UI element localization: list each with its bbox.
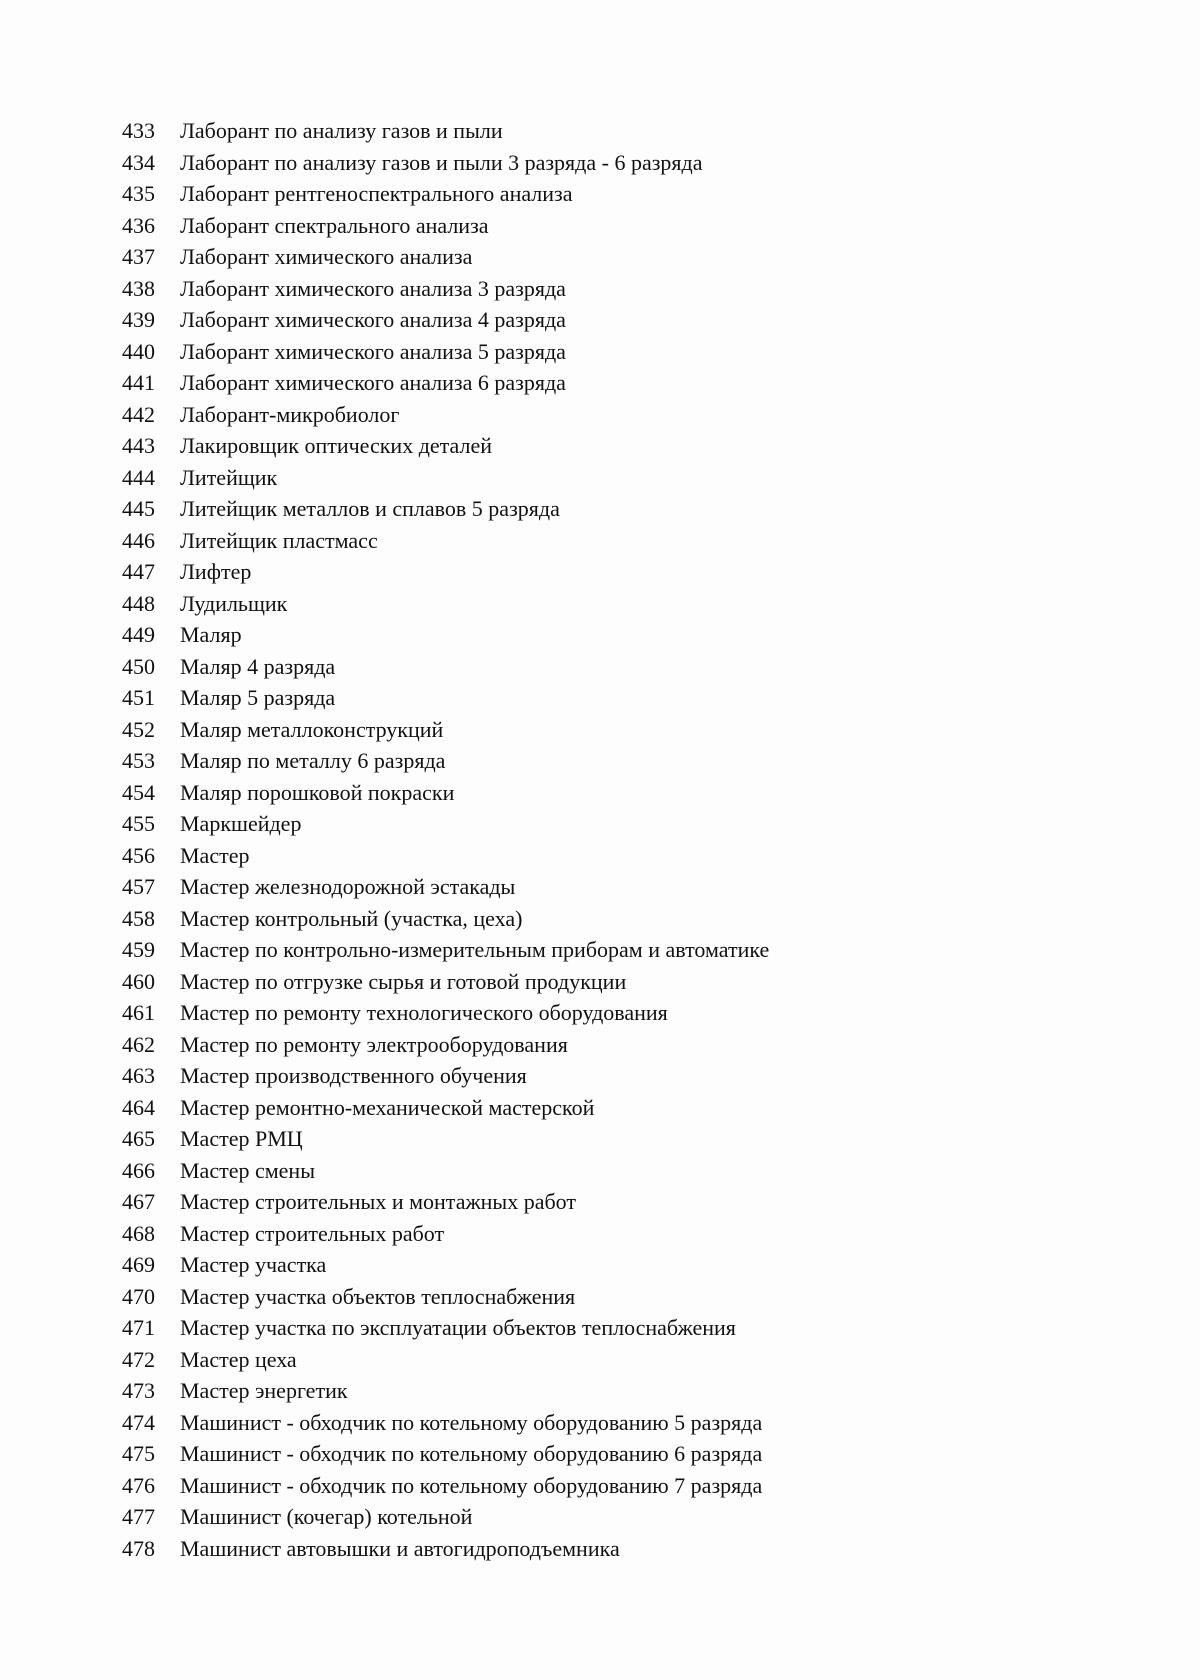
list-item <box>122 874 769 906</box>
entry-number: 438 <box>122 275 155 301</box>
entry-title: Машинист - обходчик по котельному оборудованию 5 разряда <box>180 1409 763 1435</box>
entry-title: Лаборант-микробиолог <box>180 401 400 427</box>
list-item <box>122 244 769 276</box>
entry-title: Мастер по отгрузке сырья и готовой продукции <box>180 968 627 994</box>
entry-title: Мастер строительных работ <box>180 1220 445 1246</box>
entry-title: Мастер производственного обучения <box>180 1063 527 1088</box>
entry-number: 473 <box>122 1378 155 1403</box>
list-item <box>122 370 769 402</box>
entry-number: 443 <box>122 433 155 458</box>
entry-number: 474 <box>122 1409 155 1435</box>
list-item <box>122 717 769 749</box>
entry-number: 456 <box>122 842 155 868</box>
list-item <box>122 969 769 1001</box>
entry-number: 440 <box>122 338 155 364</box>
entry-title: Маляр металлоконструкций <box>180 716 444 742</box>
entry-title: Лаборант спектрального анализа <box>180 212 489 238</box>
list-item <box>122 1032 769 1064</box>
entry-number: 439 <box>122 307 155 332</box>
list-item <box>122 1441 769 1473</box>
entry-number: 441 <box>122 370 155 395</box>
entry-title: Мастер по ремонту технологического оборудования <box>180 1000 668 1025</box>
list-item <box>122 433 769 465</box>
entry-title: Лаборант химического анализа 6 разряда <box>180 370 566 395</box>
entry-title: Лаборант химического анализа 4 разряда <box>180 307 566 332</box>
entry-title: Литейщик <box>180 464 278 490</box>
list-item <box>122 307 769 339</box>
entry-number: 433 <box>122 118 155 143</box>
entry-number: 455 <box>122 811 155 836</box>
entry-title: Лаборант по анализу газов и пыли <box>180 118 503 143</box>
entry-number: 460 <box>122 968 155 994</box>
entry-title: Мастер строительных и монтажных работ <box>180 1189 576 1214</box>
entry-number: 446 <box>122 527 155 553</box>
entry-number: 437 <box>122 244 155 269</box>
entry-number: 469 <box>122 1252 155 1277</box>
list-item <box>122 1000 769 1032</box>
list-item <box>122 811 769 843</box>
list-item <box>122 1158 769 1190</box>
entry-number: 461 <box>122 1000 155 1025</box>
entry-title: Мастер <box>180 842 250 868</box>
entry-number: 458 <box>122 905 155 931</box>
entry-title: Машинист - обходчик по котельному оборудованию 7 разряда <box>180 1472 763 1498</box>
entry-title: Машинист автовышки и автогидроподъемника <box>180 1535 620 1561</box>
list-item <box>122 276 769 308</box>
entry-number: 468 <box>122 1220 155 1246</box>
list-item <box>122 1315 769 1347</box>
list-item <box>122 181 769 213</box>
entry-title: Литейщик пластмасс <box>180 527 378 553</box>
entry-number: 448 <box>122 590 155 616</box>
list-item <box>122 843 769 875</box>
entry-number: 475 <box>122 1441 155 1466</box>
list-item <box>122 150 769 182</box>
entry-title: Лаборант химического анализа 3 разряда <box>180 275 566 301</box>
profession-list <box>122 118 769 1567</box>
entry-number: 434 <box>122 149 155 175</box>
entry-number: 465 <box>122 1126 155 1151</box>
entry-number: 464 <box>122 1094 155 1120</box>
list-item <box>122 1504 769 1536</box>
entry-number: 477 <box>122 1504 155 1529</box>
entry-title: Литейщик металлов и сплавов 5 разряда <box>180 496 560 521</box>
entry-title: Мастер РМЦ <box>180 1126 303 1151</box>
entry-title: Маляр 4 разряда <box>180 653 336 679</box>
list-item <box>122 1410 769 1442</box>
list-item <box>122 496 769 528</box>
entry-title: Маляр 5 разряда <box>180 685 336 710</box>
list-item <box>122 1095 769 1127</box>
list-item <box>122 1221 769 1253</box>
entry-title: Машинист (кочегар) котельной <box>180 1504 473 1529</box>
entry-title: Маляр порошковой покраски <box>180 779 455 805</box>
list-item <box>122 1536 769 1568</box>
list-item <box>122 1126 769 1158</box>
entry-number: 453 <box>122 748 155 773</box>
list-item <box>122 906 769 938</box>
entry-number: 471 <box>122 1315 155 1340</box>
entry-number: 476 <box>122 1472 155 1498</box>
list-item <box>122 402 769 434</box>
entry-title: Мастер цеха <box>180 1346 297 1372</box>
entry-number: 462 <box>122 1031 155 1057</box>
entry-number: 436 <box>122 212 155 238</box>
list-item <box>122 1284 769 1316</box>
entry-number: 470 <box>122 1283 155 1309</box>
list-item <box>122 465 769 497</box>
list-item <box>122 213 769 245</box>
list-item <box>122 1063 769 1095</box>
entry-title: Мастер ремонтно-механической мастерской <box>180 1094 595 1120</box>
list-item <box>122 622 769 654</box>
entry-title: Лудильщик <box>180 590 288 616</box>
entry-title: Машинист - обходчик по котельному оборудованию 6 разряда <box>180 1441 763 1466</box>
list-item <box>122 654 769 686</box>
entry-number: 457 <box>122 874 155 899</box>
list-item <box>122 1473 769 1505</box>
list-item <box>122 1378 769 1410</box>
entry-title: Лаборант химического анализа <box>180 244 473 269</box>
entry-title: Мастер по контрольно-измерительным приборам и автоматике <box>180 937 770 962</box>
list-item <box>122 685 769 717</box>
entry-number: 463 <box>122 1063 155 1088</box>
entry-title: Лаборант рентгеноспектрального анализа <box>180 181 573 206</box>
entry-number: 450 <box>122 653 155 679</box>
entry-title: Маляр <box>180 622 242 647</box>
list-item <box>122 748 769 780</box>
list-item <box>122 591 769 623</box>
entry-number: 478 <box>122 1535 155 1561</box>
entry-title: Мастер участка <box>180 1252 327 1277</box>
entry-title: Мастер железнодорожной эстакады <box>180 874 516 899</box>
entry-title: Лакировщик оптических деталей <box>180 433 493 458</box>
entry-title: Мастер по ремонту электрооборудования <box>180 1031 568 1057</box>
entry-title: Мастер смены <box>180 1157 315 1183</box>
entry-title: Лифтер <box>180 559 252 584</box>
entry-number: 472 <box>122 1346 155 1372</box>
list-item <box>122 559 769 591</box>
list-item <box>122 118 769 150</box>
list-item <box>122 937 769 969</box>
entry-number: 447 <box>122 559 155 584</box>
entry-number: 442 <box>122 401 155 427</box>
entry-title: Мастер контрольный (участка, цеха) <box>180 905 523 931</box>
entry-number: 449 <box>122 622 155 647</box>
list-item <box>122 339 769 371</box>
entry-title: Мастер участка по эксплуатации объектов теплоснабжения <box>180 1315 736 1340</box>
entry-title: Лаборант химического анализа 5 разряда <box>180 338 566 364</box>
entry-title: Маляр по металлу 6 разряда <box>180 748 446 773</box>
entry-title: Мастер энергетик <box>180 1378 348 1403</box>
entry-title: Маркшейдер <box>180 811 302 836</box>
entry-number: 454 <box>122 779 155 805</box>
list-item <box>122 528 769 560</box>
entry-title: Лаборант по анализу газов и пыли 3 разряда - 6 разряда <box>180 149 703 175</box>
list-item <box>122 1252 769 1284</box>
entry-number: 452 <box>122 716 155 742</box>
entry-number: 435 <box>122 181 155 206</box>
entry-number: 445 <box>122 496 155 521</box>
entry-number: 467 <box>122 1189 155 1214</box>
entry-title: Мастер участка объектов теплоснабжения <box>180 1283 576 1309</box>
list-item <box>122 1189 769 1221</box>
list-item <box>122 1347 769 1379</box>
entry-number: 451 <box>122 685 155 710</box>
list-item <box>122 780 769 812</box>
entry-number: 466 <box>122 1157 155 1183</box>
entry-number: 444 <box>122 464 155 490</box>
entry-number: 459 <box>122 937 155 962</box>
